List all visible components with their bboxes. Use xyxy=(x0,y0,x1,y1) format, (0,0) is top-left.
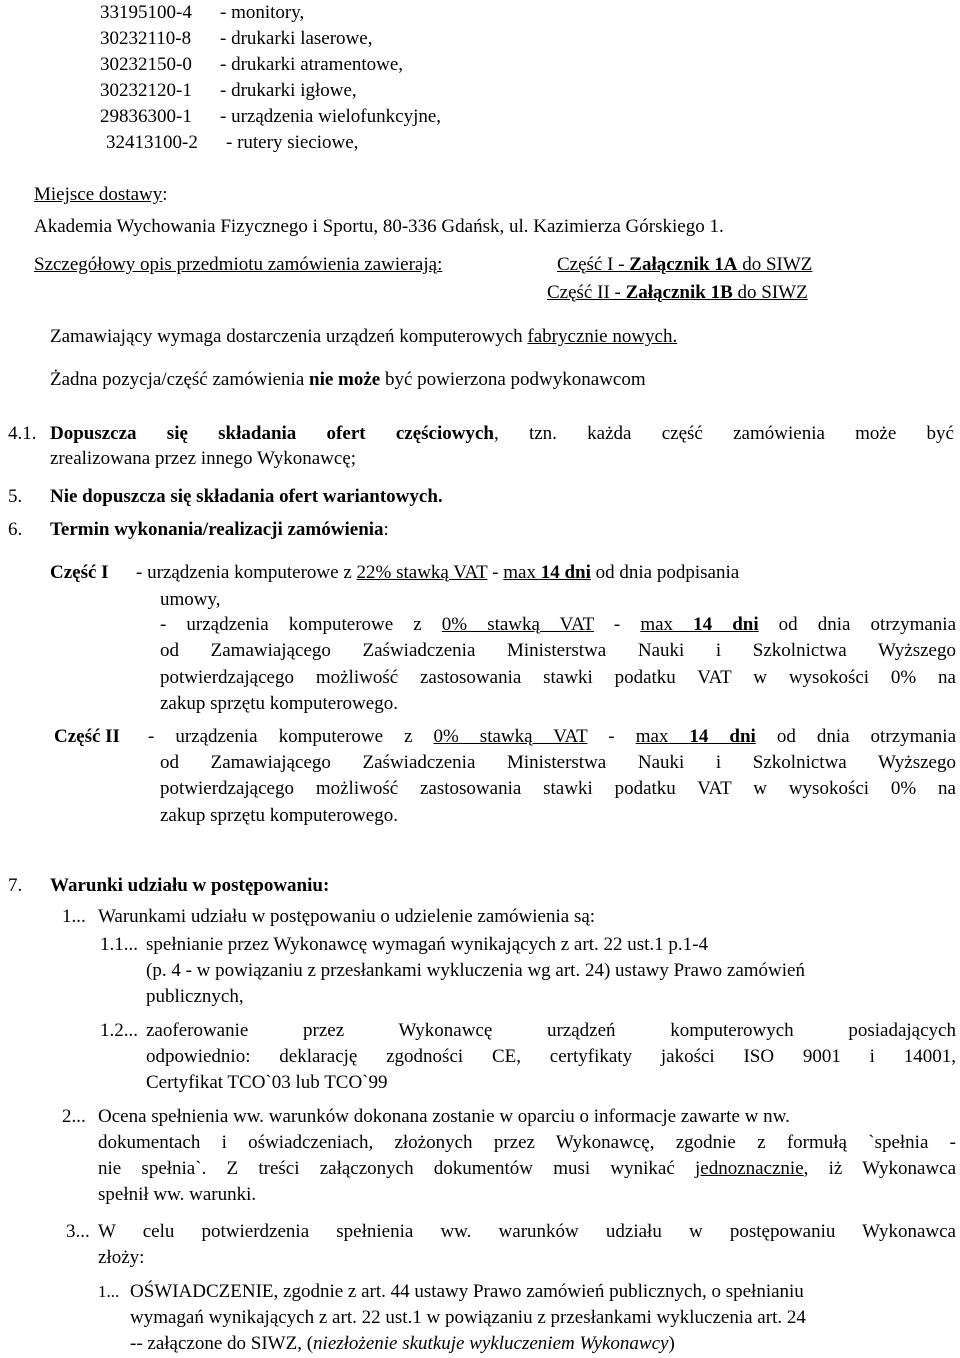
cpv-desc: - drukarki atramentowe, xyxy=(220,54,404,75)
cpv-desc: - rutery sieciowe, xyxy=(226,132,359,153)
list-item-number: 3... xyxy=(66,1221,90,1242)
list-item-number: 1.1... xyxy=(100,934,138,955)
cpv-item xyxy=(100,54,403,76)
section-number: 7. xyxy=(8,875,23,896)
part2-line4: zakup sprzętu komputerowego. xyxy=(160,805,398,826)
part1-line6: zakup sprzętu komputerowego. xyxy=(160,693,398,714)
cpv-item xyxy=(100,28,372,50)
list-item-text: OŚWIADCZENIE, zgodnie z art. 44 ustawy Prawo zamówień publicznych, o spełnianiu xyxy=(130,1281,804,1302)
part2-label: Część II xyxy=(54,726,120,747)
delivery-address: Akademia Wychowania Fizycznego i Sportu, 80-336 Gdańsk, ul. Kazimierza Górskiego 1. xyxy=(34,216,724,237)
list-item-text: -- załączone do SIWZ, (niezłożenie skutkuje wykluczeniem Wykonawcy) xyxy=(130,1333,675,1354)
part1-line3: - urządzenia komputerowe z 0% stawką VAT - max 14 dni od dnia otrzymania xyxy=(160,614,956,635)
list-item-text: nie spełnia`. Z treści załączonych dokumentów musi wynikać jednoznacznie, iż Wykonawca xyxy=(98,1158,956,1179)
list-item-text: Ocena spełnienia ww. warunków dokonana zostanie w oparciu o informacje zawarte w nw. xyxy=(98,1106,790,1127)
cpv-item xyxy=(100,106,441,128)
list-item-text: spełnianie przez Wykonawcę wymagań wynikających z art. 22 ust.1 p.1-4 xyxy=(146,934,708,955)
spec-part1: Część I - Załącznik 1A do SIWZ xyxy=(557,254,813,275)
cpv-code: 32413100-2 xyxy=(106,132,198,153)
requirement-new: Zamawiający wymaga dostarczenia urządzeń komputerowych fabrycznie nowych. xyxy=(50,326,678,347)
cpv-item xyxy=(106,132,358,154)
section-5: Nie dopuszcza się składania ofert wariantowych. xyxy=(50,486,443,507)
section-6-title: Termin wykonania/realizacji zamówienia: xyxy=(50,519,389,540)
cpv-desc: - urządzenia wielofunkcyjne, xyxy=(220,106,442,127)
cpv-code: 33195100-4 xyxy=(100,2,192,23)
part2-line1: - urządzenia komputerowe z 0% stawką VAT - max 14 dni od dnia otrzymania xyxy=(148,726,957,747)
part1-line5: potwierdzającego możliwość zastosowania stawki podatku VAT w wysokości 0% na xyxy=(160,667,956,688)
section-number: 5. xyxy=(8,486,23,507)
section-4-1: Dopuszcza się składania ofert częściowych, tzn. każda część zamówienia może być xyxy=(50,423,954,444)
list-item-text: publicznych, xyxy=(146,986,244,1007)
delivery-label: Miejsce dostawy: xyxy=(34,184,168,205)
cpv-code: 30232120-1 xyxy=(100,80,192,101)
list-item-text: W celu potwierdzenia spełnienia ww. warunków udziału w postępowaniu Wykonawca xyxy=(98,1221,956,1242)
cpv-desc: - drukarki igłowe, xyxy=(220,80,357,101)
part1-label: Część I xyxy=(50,562,109,583)
cpv-code: 29836300-1 xyxy=(100,106,192,127)
cpv-desc: - monitory, xyxy=(220,2,305,23)
list-item-number: 2... xyxy=(62,1106,86,1127)
section-4-1-cont: zrealizowana przez innego Wykonawcę; xyxy=(50,448,357,469)
part1-line1: - urządzenia komputerowe z 22% stawką VAT - max 14 dni od dnia podpisania xyxy=(136,562,740,583)
list-item-text: wymagań wynikających z art. 22 ust.1 w powiązaniu z przesłankami wykluczenia art. 24 xyxy=(130,1307,806,1328)
list-item-number: 1.2... xyxy=(100,1020,138,1041)
list-item-text: zaoferowanie przez Wykonawcę urządzeń komputerowych posiadających xyxy=(146,1020,956,1041)
cpv-code: 30232150-0 xyxy=(100,54,192,75)
spec-part2: Część II - Załącznik 1B do SIWZ xyxy=(547,282,808,303)
cpv-item xyxy=(100,2,304,24)
section-number: 6. xyxy=(8,519,23,540)
section-number: 4.1. xyxy=(8,423,37,444)
part1-line2: umowy, xyxy=(160,589,221,610)
cpv-code: 30232110-8 xyxy=(100,28,192,49)
list-item-text: złoży: xyxy=(98,1247,145,1268)
subcontract-note: Żadna pozycja/część zamówienia nie może być powierzona podwykonawcom xyxy=(50,369,646,390)
section-7-title: Warunki udziału w postępowaniu: xyxy=(50,875,330,896)
list-item-number: 1... xyxy=(98,1282,120,1301)
list-item-text: (p. 4 - w powiązaniu z przesłankami wykluczenia wg art. 24) ustawy Prawo zamówień xyxy=(146,960,805,981)
part1-line4: od Zamawiającego Zaświadczenia Ministerstwa Nauki i Szkolnictwa Wyższego xyxy=(160,640,956,661)
list-item-text: odpowiednio: deklarację zgodności CE, certyfikaty jakości ISO 9001 i 14001, xyxy=(146,1046,956,1067)
list-item-text: dokumentach i oświadczeniach, złożonych przez Wykonawcę, zgodnie z formułą `spełnia - xyxy=(98,1132,956,1153)
spec-label: Szczegółowy opis przedmiotu zamówienia zawierają: xyxy=(34,254,443,275)
list-item-text: Certyfikat TCO`03 lub TCO`99 xyxy=(146,1072,388,1093)
cpv-desc: - drukarki laserowe, xyxy=(220,28,373,49)
cpv-item xyxy=(100,80,357,102)
part2-line2: od Zamawiającego Zaświadczenia Ministerstwa Nauki i Szkolnictwa Wyższego xyxy=(160,752,956,773)
list-item: 1... Warunkami udziału w postępowaniu o udzielenie zamówienia są: xyxy=(62,906,596,927)
part2-line3: potwierdzającego możliwość zastosowania stawki podatku VAT w wysokości 0% na xyxy=(160,778,956,799)
list-item-text: spełnił ww. warunki. xyxy=(98,1184,257,1205)
